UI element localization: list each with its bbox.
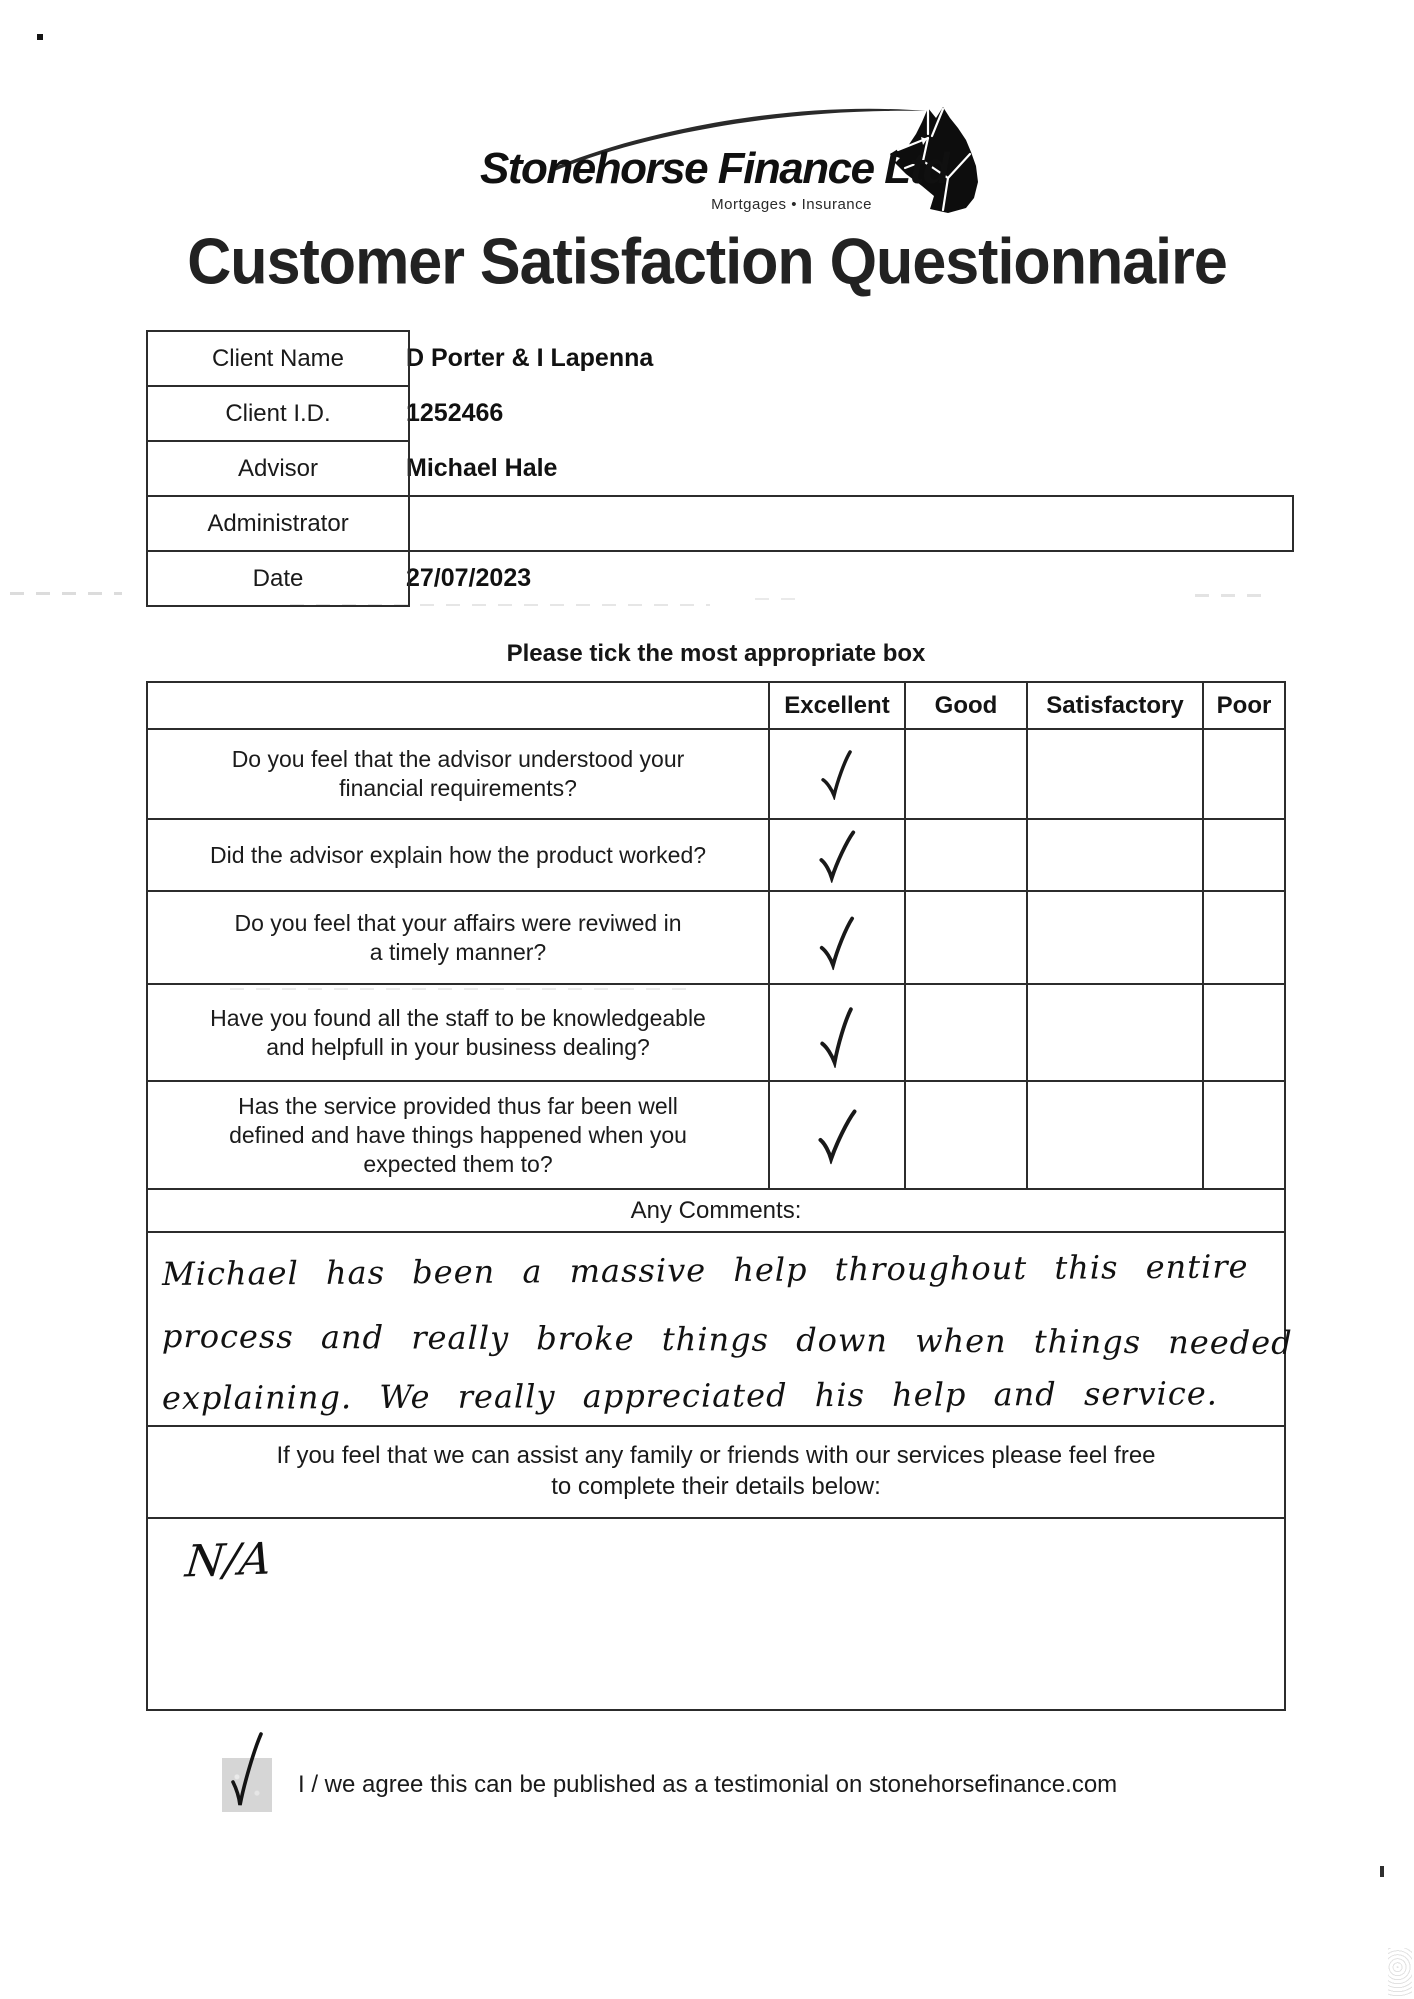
handwritten-comment-line: process and really broke things down when things needed xyxy=(161,1317,1293,1362)
column-header-excellent: Excellent xyxy=(768,683,904,728)
advisor-label: Advisor xyxy=(146,440,410,497)
client-name-label: Client Name xyxy=(146,330,410,387)
scan-artifact xyxy=(10,592,122,595)
column-header-poor: Poor xyxy=(1202,683,1284,728)
scan-artifact-dot xyxy=(37,34,43,40)
referral-prompt: If you feel that we can assist any family or friends with our services please feel free to complete their details below: xyxy=(148,1425,1284,1517)
question-text: Has the service provided thus far been well defined and have things happened when you expected them to? xyxy=(229,1092,687,1177)
rating-cell xyxy=(768,985,904,1080)
question-text: Do you feel that the advisor understood your financial requirements? xyxy=(231,746,685,801)
question-row xyxy=(148,890,1284,983)
question-text: Do you feel that your affairs were reviwed in a timely manner? xyxy=(234,909,682,965)
handwritten-tick-icon xyxy=(228,1730,264,1816)
handwritten-comment-line: explaining. We really appreciated his help and service. xyxy=(161,1374,1218,1417)
scan-artifact xyxy=(1388,1948,1412,1996)
handwritten-na: N/A xyxy=(183,1533,274,1588)
client-row-date xyxy=(146,550,1296,607)
ratings-header-empty xyxy=(148,683,768,728)
handwritten-tick-icon xyxy=(816,747,857,800)
rating-cell xyxy=(1026,820,1202,890)
rating-cell xyxy=(1202,892,1284,983)
rating-cell xyxy=(768,892,904,983)
question-text: Have you found all the staff to be knowledgeable and helpfull in your business dealing? xyxy=(210,1004,706,1060)
rating-cell xyxy=(1202,820,1284,890)
handwritten-tick-icon xyxy=(815,826,859,883)
company-tagline: Mortgages • Insurance xyxy=(711,196,872,213)
client-row-advisor xyxy=(146,440,1296,497)
survey-instruction: Please tick the most appropriate box xyxy=(506,640,926,667)
company-name: Stonehorse Finance Ltd xyxy=(480,144,949,193)
scan-artifact xyxy=(1380,1866,1384,1877)
date-label: Date xyxy=(146,550,410,607)
question-row xyxy=(148,728,1284,818)
rating-cell xyxy=(904,892,1026,983)
handwritten-tick-icon xyxy=(814,1003,860,1068)
question-row xyxy=(148,818,1284,890)
column-header-good: Good xyxy=(904,683,1026,728)
comments-box xyxy=(148,1231,1293,1425)
question-text: Did the advisor explain how the product worked? xyxy=(209,841,707,868)
client-id-value: 1252466 xyxy=(406,399,504,427)
rating-cell xyxy=(1202,985,1284,1080)
handwritten-tick-icon xyxy=(816,913,859,970)
testimonial-consent xyxy=(222,1758,1117,1812)
advisor-value: Michael Hale xyxy=(406,454,558,482)
referral-details-box xyxy=(148,1517,1284,1709)
client-info-table xyxy=(146,330,1296,607)
rating-cell xyxy=(1026,1082,1202,1188)
rating-cell xyxy=(904,1082,1026,1188)
rating-cell xyxy=(904,985,1026,1080)
client-id-label: Client I.D. xyxy=(146,385,410,442)
ratings-header-row xyxy=(148,683,1284,728)
question-row xyxy=(148,1080,1284,1188)
comments-header: Any Comments: xyxy=(148,1188,1284,1231)
rating-cell xyxy=(1026,985,1202,1080)
rating-cell xyxy=(1026,892,1202,983)
rating-cell xyxy=(904,820,1026,890)
client-name-value: D Porter & I Lapenna xyxy=(406,344,654,372)
company-logo xyxy=(478,98,990,230)
testimonial-label: I / we agree this can be published as a testimonial on stonehorsefinance.com xyxy=(298,1771,1118,1798)
rating-cell xyxy=(1202,1082,1284,1188)
testimonial-checkbox xyxy=(222,1758,272,1812)
client-row-id xyxy=(146,385,1296,442)
rating-cell xyxy=(768,820,904,890)
administrator-label: Administrator xyxy=(146,495,410,552)
question-row xyxy=(148,983,1284,1080)
rating-cell xyxy=(768,1082,904,1188)
handwritten-tick-icon xyxy=(813,1104,860,1165)
rating-cell xyxy=(1026,730,1202,818)
page-title: Customer Satisfaction Questionnaire xyxy=(187,224,1227,298)
date-value: 27/07/2023 xyxy=(406,564,532,592)
rating-cell xyxy=(768,730,904,818)
client-row-name xyxy=(146,330,1296,387)
client-row-administrator xyxy=(146,495,1296,552)
rating-cell xyxy=(1202,730,1284,818)
handwritten-comment-line: Michael has been a massive help throughout this entire xyxy=(161,1247,1249,1293)
column-header-satisfactory: Satisfactory xyxy=(1026,683,1202,728)
ratings-table xyxy=(146,681,1293,1711)
administrator-value-box xyxy=(408,495,1294,552)
rating-cell xyxy=(904,730,1026,818)
